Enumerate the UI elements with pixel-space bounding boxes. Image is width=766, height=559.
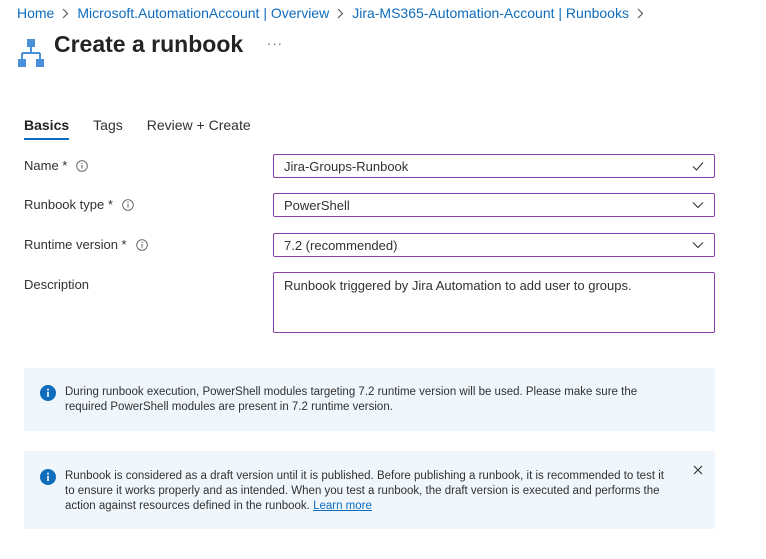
more-options-button[interactable]: ···	[267, 36, 283, 51]
draft-info-banner	[24, 451, 715, 529]
description-label	[24, 277, 89, 292]
info-icon[interactable]	[76, 160, 88, 172]
description-textarea[interactable]	[273, 272, 715, 333]
info-filled-icon	[40, 469, 56, 485]
tab-basics[interactable]: Basics	[24, 117, 69, 140]
description-value: Runbook triggered by Jira Automation to add user to groups.	[284, 278, 632, 293]
runtime-version-label	[24, 237, 148, 252]
description-label-text: Description	[24, 277, 90, 292]
name-label	[24, 158, 88, 173]
breadcrumb-automation-account-overview[interactable]: Microsoft.AutomationAccount | Overview	[77, 5, 330, 21]
tab-bar	[24, 117, 275, 140]
runtime-info-banner	[24, 368, 715, 431]
chevron-down-icon	[692, 239, 704, 251]
chevron-right-icon	[637, 8, 644, 19]
info-icon[interactable]	[136, 239, 148, 251]
tab-tags[interactable]: Tags	[93, 117, 123, 133]
info-icon[interactable]	[122, 199, 134, 211]
runtime-version-label-text: Runtime version *	[24, 237, 127, 252]
runbook-type-label	[24, 197, 134, 212]
breadcrumb-home[interactable]: Home	[17, 5, 55, 21]
name-label-text: Name *	[24, 158, 68, 173]
chevron-right-icon	[337, 8, 344, 19]
runtime-info-text: During runbook execution, PowerShell modules targeting 7.2 runtime version will be used. Please make sure the required PowerShell modules are present in 7.2 runtime version.	[65, 386, 638, 413]
runbook-type-label-text: Runbook type *	[24, 197, 113, 212]
breadcrumb	[17, 4, 652, 22]
chevron-right-icon	[62, 8, 69, 19]
draft-info-text	[65, 469, 669, 514]
runbook-hierarchy-icon	[17, 38, 45, 70]
page-title: Create a runbook	[54, 31, 244, 57]
runtime-version-dropdown[interactable]	[273, 233, 715, 257]
learn-more-link[interactable]: Learn more	[313, 500, 372, 512]
runbook-type-dropdown[interactable]	[273, 193, 715, 217]
runtime-version-value: 7.2 (recommended)	[284, 237, 398, 253]
name-input-value: Jira-Groups-Runbook	[284, 158, 409, 174]
runbook-type-value: PowerShell	[284, 197, 350, 213]
chevron-down-icon	[692, 199, 704, 211]
tab-review-create[interactable]: Review + Create	[146, 117, 251, 133]
name-input[interactable]	[273, 154, 715, 178]
info-filled-icon	[40, 385, 56, 401]
breadcrumb-runbooks[interactable]: Jira-MS365-Automation-Account | Runbooks	[352, 5, 629, 21]
checkmark-icon	[692, 160, 704, 172]
draft-info-message: Runbook is considered as a draft version until it is published. Before publishing a runbook, it is recommended to test it to ensure it works properly and as intended. When you test a runbook, the draft version is executed and performs the action against resources defined in the runbook.	[65, 470, 664, 512]
close-icon[interactable]	[693, 462, 703, 472]
